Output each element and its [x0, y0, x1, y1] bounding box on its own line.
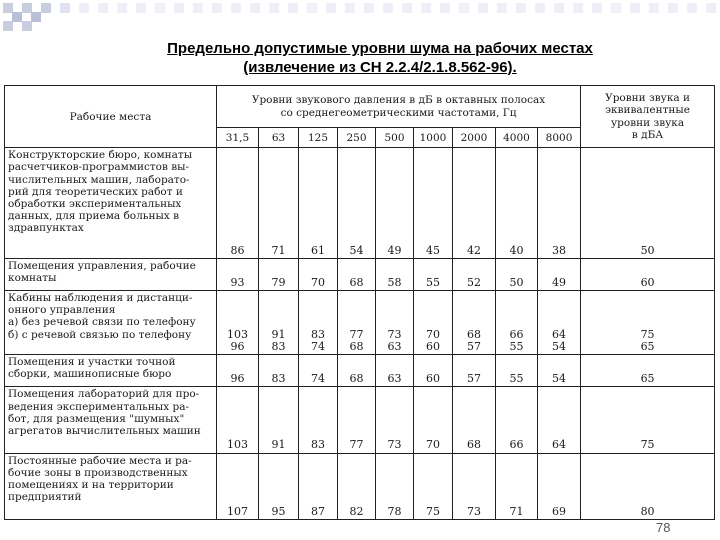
value-cell: 73 — [453, 453, 496, 519]
value-cell: 68 — [338, 258, 376, 290]
table-row — [5, 148, 715, 259]
value-cell: 55 — [496, 355, 538, 387]
freq-31-5: 31,5 — [217, 128, 259, 148]
value-cell: 86 — [217, 148, 259, 259]
sound-level-cell: 50 — [581, 148, 715, 259]
value-cell: 73 63 — [376, 290, 414, 354]
header-octave-bands: Уровни звукового давления в дБ в октавных полосах со среднегеометрическими частотами, Гц — [217, 86, 581, 128]
value-cell: 64 — [538, 387, 581, 453]
value-cell: 66 — [496, 387, 538, 453]
value-cell: 50 — [496, 258, 538, 290]
freq-63: 63 — [259, 128, 299, 148]
value-cell: 45 — [414, 148, 453, 259]
page-number: 78 — [656, 520, 671, 535]
value-cell: 61 — [299, 148, 338, 259]
value-cell: 77 — [338, 387, 376, 453]
value-cell: 70 60 — [414, 290, 453, 354]
table-row — [5, 258, 715, 290]
value-cell: 96 — [217, 355, 259, 387]
value-cell: 60 — [414, 355, 453, 387]
value-cell: 91 — [259, 387, 299, 453]
value-cell: 83 74 — [299, 290, 338, 354]
table-row — [5, 453, 715, 519]
sound-level-cell: 75 — [581, 387, 715, 453]
value-cell: 68 — [338, 355, 376, 387]
value-cell: 87 — [299, 453, 338, 519]
value-cell: 83 — [259, 355, 299, 387]
value-cell: 69 — [538, 453, 581, 519]
page-title: Предельно допустимые уровни шума на рабочих местах — [167, 40, 593, 57]
value-cell: 79 — [259, 258, 299, 290]
noise-levels-table — [4, 85, 715, 520]
freq-1000: 1000 — [414, 128, 453, 148]
row-workplace-name: Постоянные рабочие места и ра- бочие зоны в производственных помещениях и на территории предприятий — [5, 453, 217, 519]
value-cell: 103 — [217, 387, 259, 453]
page-subtitle: (извлечение из СН 2.2.4/2.1.8.562-96). — [243, 59, 517, 76]
value-cell: 73 — [376, 387, 414, 453]
header-sound-level: Уровни звука и эквивалентные уровни звука в дБА — [581, 86, 715, 148]
freq-125: 125 — [299, 128, 338, 148]
value-cell: 68 — [453, 387, 496, 453]
sound-level-cell: 75 65 — [581, 290, 715, 354]
row-workplace-name: Конструкторские бюро, комнаты расчетчиков-программистов вы- числительных машин, лаборато- рий для теоретических работ и обработки экспериментальных данных, для приема больных в здравпунктах — [5, 148, 217, 259]
value-cell: 74 — [299, 355, 338, 387]
freq-250: 250 — [338, 128, 376, 148]
table-row — [5, 290, 715, 354]
freq-2000: 2000 — [453, 128, 496, 148]
value-cell: 70 — [299, 258, 338, 290]
value-cell: 103 96 — [217, 290, 259, 354]
value-cell: 40 — [496, 148, 538, 259]
value-cell: 49 — [538, 258, 581, 290]
freq-8000: 8000 — [538, 128, 581, 148]
value-cell: 71 — [496, 453, 538, 519]
row-workplace-name: Помещения управления, рабочие комнаты — [5, 258, 217, 290]
row-workplace-name: Кабины наблюдения и дистанци- онного управления а) без речевой связи по телефону б) с речевой связью по телефону — [5, 290, 217, 354]
header-workplace: Рабочие места — [5, 86, 217, 148]
sound-level-cell: 65 — [581, 355, 715, 387]
value-cell: 38 — [538, 148, 581, 259]
value-cell: 91 83 — [259, 290, 299, 354]
table-row — [5, 387, 715, 453]
sound-level-cell: 60 — [581, 258, 715, 290]
value-cell: 54 — [538, 355, 581, 387]
value-cell: 71 — [259, 148, 299, 259]
row-workplace-name: Помещения и участки точной сборки, машинописные бюро — [5, 355, 217, 387]
value-cell: 57 — [453, 355, 496, 387]
value-cell: 83 — [299, 387, 338, 453]
value-cell: 95 — [259, 453, 299, 519]
value-cell: 70 — [414, 387, 453, 453]
value-cell: 77 68 — [338, 290, 376, 354]
value-cell: 68 57 — [453, 290, 496, 354]
table-row — [5, 355, 715, 387]
value-cell: 54 — [338, 148, 376, 259]
value-cell: 49 — [376, 148, 414, 259]
value-cell: 52 — [453, 258, 496, 290]
value-cell: 42 — [453, 148, 496, 259]
value-cell: 78 — [376, 453, 414, 519]
value-cell: 63 — [376, 355, 414, 387]
row-workplace-name: Помещения лабораторий для про- ведения экспериментальных ра- бот, для размещения "шумных" агрегатов вычислительных машин — [5, 387, 217, 453]
value-cell: 82 — [338, 453, 376, 519]
value-cell: 55 — [414, 258, 453, 290]
value-cell: 107 — [217, 453, 259, 519]
freq-500: 500 — [376, 128, 414, 148]
value-cell: 66 55 — [496, 290, 538, 354]
value-cell: 93 — [217, 258, 259, 290]
sound-level-cell: 80 — [581, 453, 715, 519]
freq-4000: 4000 — [496, 128, 538, 148]
decorative-squares — [0, 0, 720, 40]
value-cell: 58 — [376, 258, 414, 290]
value-cell: 64 54 — [538, 290, 581, 354]
value-cell: 75 — [414, 453, 453, 519]
